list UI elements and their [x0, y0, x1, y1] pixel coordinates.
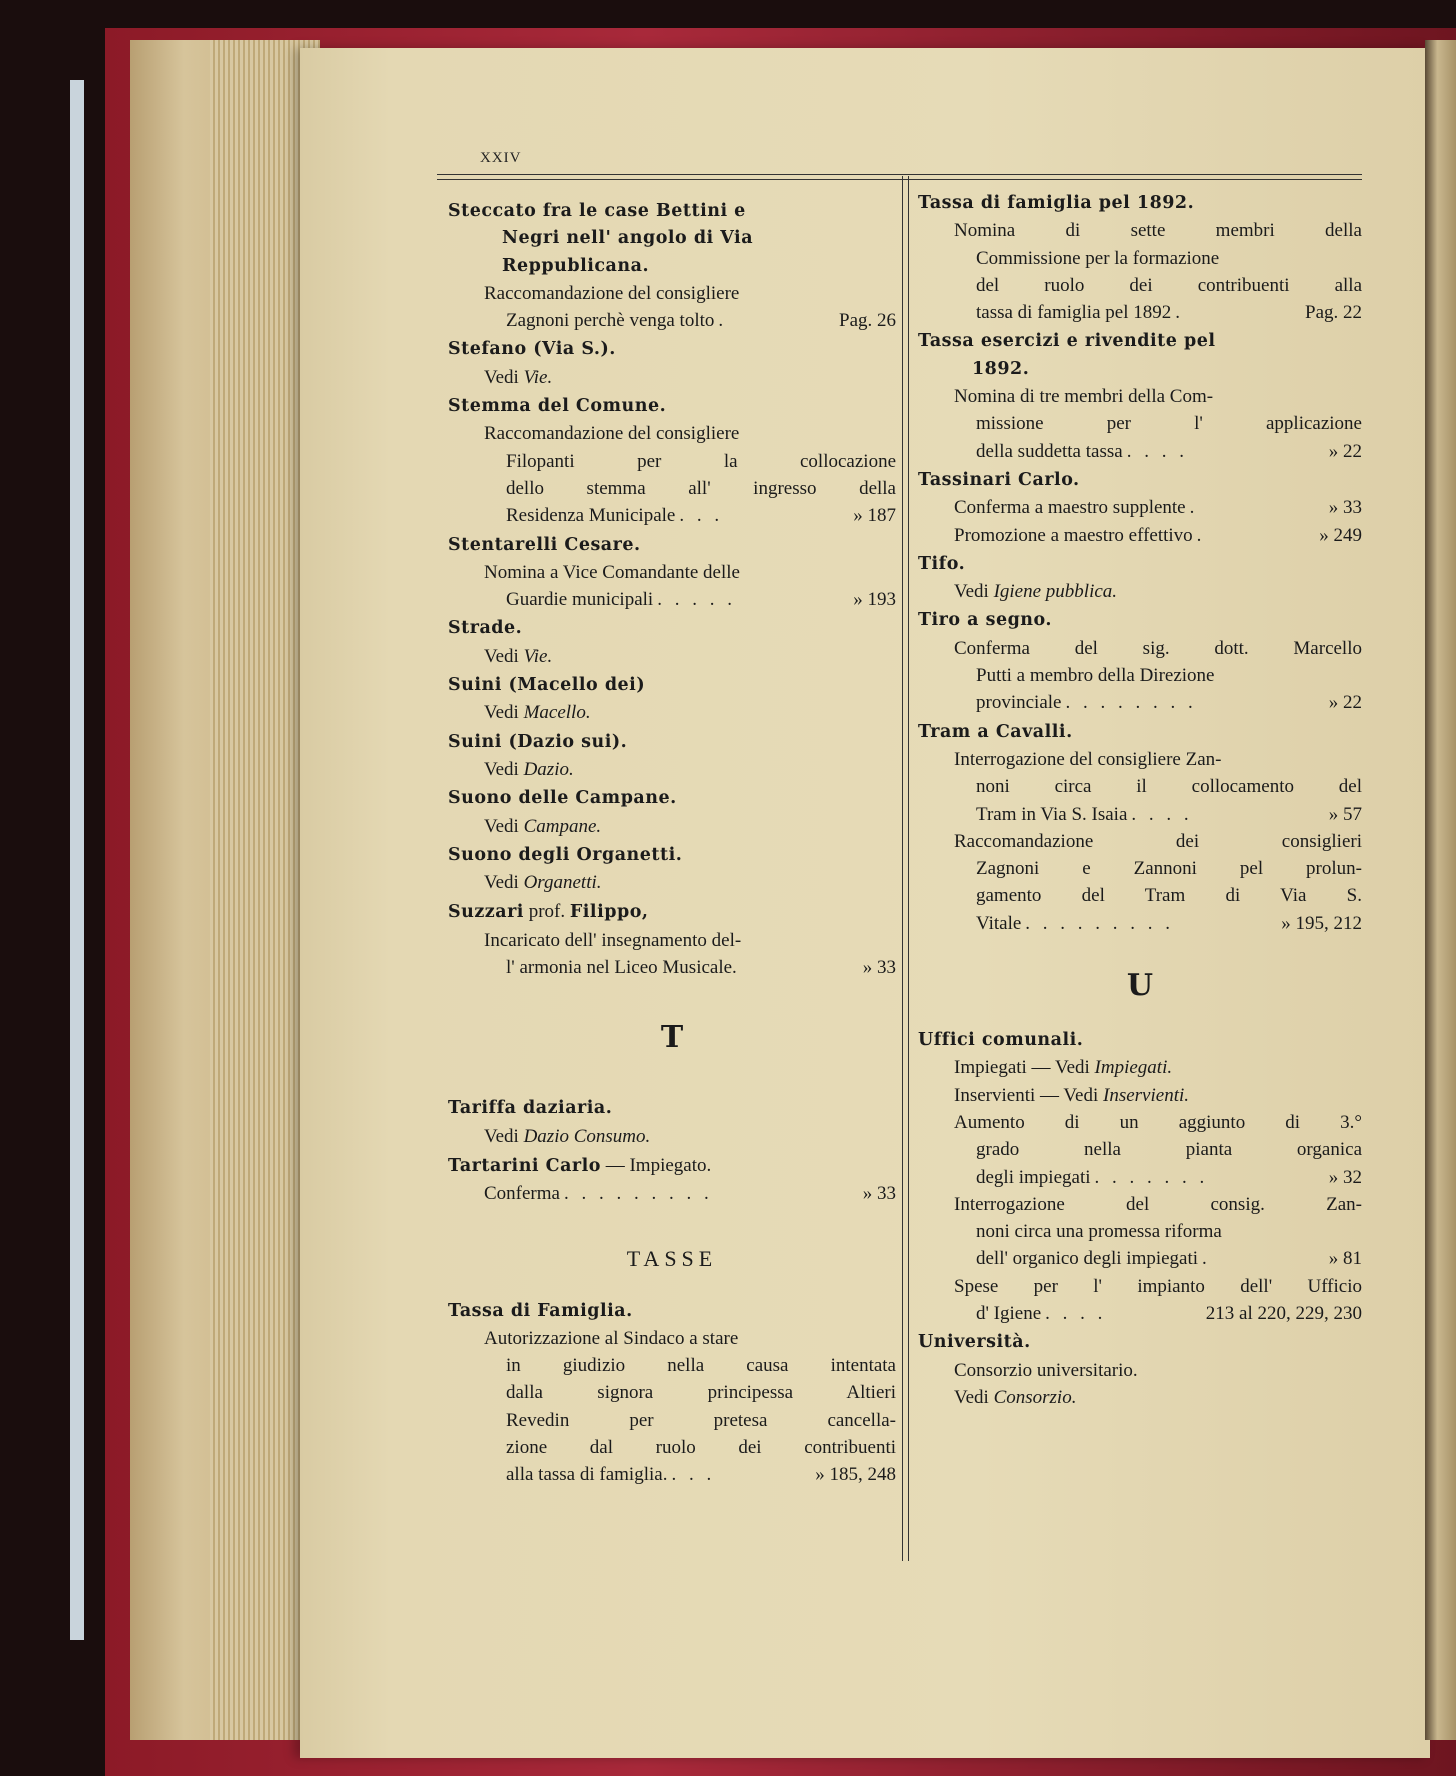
entry-heading-text: Tartarini Carlo	[448, 1155, 601, 1176]
entry-heading-text: Suini (Dazio sui).	[448, 731, 628, 752]
entry-line-text: Conferma del sig. dott. Marcello	[954, 637, 1362, 659]
entry-heading-text: Tram a Cavalli.	[918, 721, 1073, 742]
entry-line	[918, 1357, 1362, 1384]
entry-line-text: Guardie municipali	[506, 589, 654, 611]
entry-heading-text: Tifo.	[918, 553, 966, 574]
entry-line-text: Consorzio universitario.	[954, 1359, 1138, 1381]
entry-line-text: Vedi	[954, 581, 989, 603]
entry-line	[448, 420, 896, 447]
entry-heading-text: Suzzari	[448, 902, 524, 923]
header-rule	[437, 174, 1362, 175]
cross-reference: Dazio Consumo.	[523, 1125, 651, 1147]
page-reference: » 22	[1328, 440, 1362, 462]
entry-line	[918, 438, 1362, 465]
column-divider	[902, 176, 903, 1561]
page-reference: » 33	[862, 1183, 896, 1205]
entry-line	[918, 1082, 1362, 1109]
page-reference: » 81	[1328, 1248, 1362, 1270]
entry-line	[918, 383, 1362, 410]
entry-line	[918, 746, 1362, 773]
entry-line-text: Commissione per la formazione	[976, 247, 1220, 269]
entry-line	[448, 448, 896, 475]
entry-heading-tail: Filippo,	[569, 902, 649, 923]
entry-line	[918, 910, 1362, 937]
entry-heading-text: Steccato fra le case Bettini e	[448, 201, 746, 221]
entry-heading-text: Stentarelli Cesare.	[448, 534, 641, 555]
entry-heading	[918, 719, 1362, 746]
page-reference: » 187	[853, 505, 896, 527]
entry-heading-text: Stemma del Comune.	[448, 396, 667, 417]
entry-line-text: della suddetta tassa	[976, 440, 1123, 462]
page-reference: » 57	[1328, 803, 1362, 825]
page-reference: » 33	[862, 957, 896, 979]
entry-line	[448, 1325, 896, 1352]
entry-heading-continuation: 1892.	[972, 358, 1030, 379]
entry-heading-text: Tassinari Carlo.	[918, 469, 1080, 490]
entry-heading	[918, 467, 1362, 494]
entry-line-text: zione dal ruolo dei contribuenti	[506, 1436, 896, 1458]
entry-line-text: Conferma a maestro supplente	[954, 497, 1186, 519]
left-column	[448, 198, 896, 1491]
entry-line	[448, 559, 896, 586]
page-reference: Pag. 26	[839, 310, 896, 332]
entry-line-text: Vitale	[976, 912, 1022, 934]
entry-line	[448, 307, 896, 334]
entry-line-text: Vedi	[954, 1386, 989, 1408]
page-reference: » 32	[1328, 1166, 1362, 1188]
index-entry	[918, 190, 1362, 326]
entry-heading-text: Tariffa daziaria.	[448, 1098, 613, 1119]
index-entry	[448, 1152, 896, 1208]
entry-line	[448, 1461, 896, 1488]
entry-heading-rest: prof.	[523, 901, 570, 923]
entry-line-text: Conferma	[484, 1183, 560, 1205]
entry-line-text: Inservienti — Vedi	[954, 1084, 1099, 1106]
entry-line-text: Autorizzazione al Sindaco a stare	[484, 1327, 739, 1349]
entry-line	[918, 1164, 1362, 1191]
entry-line	[918, 245, 1362, 272]
entry-line	[918, 662, 1362, 689]
leader-dots: . . . . .	[657, 589, 736, 611]
entry-line	[918, 494, 1362, 521]
entry-line	[448, 869, 896, 896]
entry-line-text: Nomina a Vice Comandante delle	[484, 561, 740, 583]
cross-reference: Vie.	[523, 366, 553, 388]
entry-heading-continuation: Negri nell' angolo di Via	[502, 228, 754, 249]
folio-number: XXIV	[480, 150, 522, 166]
entry-line	[918, 689, 1362, 716]
section-letter-u: U	[1126, 968, 1154, 1004]
entry-line	[448, 954, 896, 981]
entry-line-text: Raccomandazione del consigliere	[484, 282, 740, 304]
entry-line	[918, 773, 1362, 800]
leader-dots: . . . . . . . . .	[1025, 912, 1175, 934]
entry-heading-text: Tassa di famiglia pel 1892.	[918, 193, 1195, 213]
entry-line-text: missione per l' applicazione	[976, 413, 1362, 435]
entry-line	[448, 364, 896, 391]
entry-line	[448, 756, 896, 783]
entry-line-text: Nomina di sette membri della	[954, 220, 1362, 242]
index-entry	[448, 615, 896, 670]
entry-heading	[918, 190, 1362, 217]
entry-line	[918, 1218, 1362, 1245]
cross-reference: Macello.	[523, 702, 591, 724]
index-entry	[918, 467, 1362, 549]
entry-line	[448, 1434, 896, 1461]
entry-line-text: Vedi	[484, 815, 519, 837]
entry-line	[918, 1109, 1362, 1136]
entry-heading-text: Tiro a segno.	[918, 610, 1052, 631]
leader-dots: . . . . . . .	[1094, 1166, 1209, 1188]
entry-line	[918, 1245, 1362, 1272]
entry-line	[448, 1123, 896, 1150]
entry-heading	[448, 198, 896, 280]
entry-line-text: Zagnoni e Zannoni pel prolun-	[976, 858, 1362, 880]
entry-line-text: Incaricato dell' insegnamento del-	[484, 929, 742, 951]
entry-heading	[448, 729, 896, 756]
entry-line	[918, 217, 1362, 244]
index-entry	[918, 607, 1362, 716]
entry-line	[448, 927, 896, 954]
leader-dots: . . . . . . . .	[1065, 692, 1197, 714]
entry-line	[918, 1384, 1362, 1411]
index-entry	[448, 1095, 896, 1150]
cross-reference: Vie.	[523, 645, 553, 667]
index-entry	[448, 672, 896, 727]
leader-dots: . . . .	[1126, 440, 1188, 462]
page-reference: » 195, 212	[1281, 912, 1362, 934]
index-entry	[448, 785, 896, 840]
entry-heading	[448, 1298, 896, 1325]
cross-reference: Inservienti.	[1103, 1084, 1190, 1106]
entry-line-text: Vedi	[484, 366, 519, 388]
entry-heading-text: Suono degli Organetti.	[448, 844, 683, 865]
leader-dots: .	[718, 310, 728, 332]
entry-line-text: Spese per l' impianto dell' Ufficio	[954, 1275, 1362, 1297]
entry-line-text: gamento del Tram di Via S.	[976, 885, 1362, 907]
entry-line	[918, 1300, 1362, 1327]
entry-heading	[448, 393, 896, 420]
entry-line	[448, 1352, 896, 1379]
leader-dots	[737, 954, 863, 981]
page-reference: » 249	[1319, 524, 1362, 546]
entry-heading	[918, 1027, 1362, 1054]
entry-line	[918, 578, 1362, 605]
index-entry	[448, 898, 896, 981]
index-entry	[448, 729, 896, 784]
index-entry	[918, 1329, 1362, 1411]
entry-line	[918, 1136, 1362, 1163]
leader-dots: .	[1202, 1248, 1211, 1270]
entry-line	[918, 272, 1362, 299]
index-entry	[918, 719, 1362, 937]
entry-heading-continuation: Reppublicana.	[502, 255, 650, 276]
cross-reference: Dazio.	[523, 758, 574, 780]
entry-heading-rest: — Impiegato.	[600, 1154, 712, 1176]
entry-line-text: in giudizio nella causa intentata	[506, 1355, 896, 1377]
index-entry	[448, 336, 896, 391]
entry-line	[918, 855, 1362, 882]
page-reference: » 193	[853, 589, 896, 611]
entry-heading	[918, 1329, 1362, 1356]
entry-line-text: Filopanti per la collocazione	[506, 450, 896, 472]
entry-line-text: l' armonia nel Liceo Musicale.	[506, 957, 737, 979]
cross-reference: Consorzio.	[993, 1386, 1077, 1408]
entry-line	[448, 280, 896, 307]
entry-line	[918, 410, 1362, 437]
entry-heading-text: Uffici comunali.	[918, 1030, 1084, 1051]
leader-dots: .	[1175, 302, 1184, 324]
facing-page-edge	[1425, 40, 1456, 1740]
entry-heading	[448, 898, 896, 926]
entry-heading	[448, 1095, 896, 1122]
entry-line-text: Vedi	[484, 702, 519, 724]
leader-dots: . . . . . . . . .	[563, 1183, 713, 1205]
entry-line	[448, 475, 896, 502]
entry-heading	[448, 1152, 896, 1180]
entry-heading-text: Università.	[918, 1332, 1031, 1353]
cross-reference: Impiegati.	[1094, 1057, 1173, 1079]
entry-line-text: Vedi	[484, 872, 519, 894]
entry-heading	[448, 785, 896, 812]
entry-line-text: grado nella pianta organica	[976, 1139, 1362, 1161]
entry-line-text: noni circa una promessa riforma	[976, 1221, 1222, 1243]
entry-line-text: tassa di famiglia pel 1892	[976, 302, 1172, 324]
page-reference: » 33	[1328, 497, 1362, 519]
entry-line	[918, 828, 1362, 855]
entry-line	[448, 1180, 896, 1207]
entry-line-text: Vedi	[484, 758, 519, 780]
leader-dots: . . .	[671, 1464, 716, 1486]
entry-line	[918, 522, 1362, 549]
index-entry	[918, 551, 1362, 606]
index-entry	[448, 1298, 896, 1489]
entry-heading	[918, 328, 1362, 383]
entry-line-text: dell' organico degli impiegati	[976, 1248, 1199, 1270]
entry-heading	[448, 336, 896, 363]
entry-line-text: Interrogazione del consig. Zan-	[954, 1193, 1362, 1215]
entry-line	[918, 1273, 1362, 1300]
entry-line-text: Interrogazione del consigliere Zan-	[954, 748, 1222, 770]
entry-line-text: noni circa il collocamento del	[976, 776, 1362, 798]
index-entry	[448, 842, 896, 897]
entry-line-text: dalla signora principessa Altieri	[506, 1382, 896, 1404]
entry-line	[448, 643, 896, 670]
entry-line-text: Vedi	[484, 1125, 519, 1147]
entry-line-text: dello stemma all' ingresso della	[506, 477, 896, 499]
entry-line-text: Vedi	[484, 645, 519, 667]
leader-dots: .	[1196, 524, 1206, 546]
entry-heading	[918, 551, 1362, 578]
leader-dots: . . .	[679, 505, 724, 527]
index-entry	[918, 1027, 1362, 1327]
column-divider-2	[908, 176, 909, 1561]
entry-line	[448, 502, 896, 529]
entry-heading-text: Stefano (Via S.).	[448, 339, 616, 360]
entry-heading	[448, 672, 896, 699]
entry-line	[918, 1191, 1362, 1218]
entry-heading	[448, 615, 896, 642]
entry-heading-text: Tassa di Famiglia.	[448, 1300, 633, 1321]
entry-heading	[918, 607, 1362, 634]
entry-line-text: Residenza Municipale	[506, 505, 676, 527]
entry-line-text: Raccomandazione dei consiglieri	[954, 830, 1362, 852]
entry-line-text: Nomina di tre membri della Com-	[954, 386, 1214, 408]
cross-reference: Campane.	[523, 815, 602, 837]
entry-line-text: Raccomandazione del consigliere	[484, 423, 740, 445]
entry-line-text: Aumento di un aggiunto di 3.°	[954, 1111, 1362, 1133]
section-title-tasse: TASSE	[626, 1245, 718, 1271]
entry-line	[448, 1407, 896, 1434]
entry-line	[918, 801, 1362, 828]
leader-dots: . . . .	[1045, 1302, 1107, 1324]
entry-line-text: d' Igiene	[976, 1302, 1042, 1324]
entry-line-text: Impiegati — Vedi	[954, 1057, 1090, 1079]
header-rule-2	[437, 179, 1362, 180]
cross-reference: Igiene pubblica.	[993, 581, 1118, 603]
entry-line-text: Putti a membro della Direzione	[976, 665, 1215, 687]
page-reference: » 185, 248	[815, 1464, 896, 1486]
entry-line	[448, 586, 896, 613]
entry-line-text: alla tassa di famiglia.	[506, 1464, 668, 1486]
entry-line-text: Zagnoni perchè venga tolto	[506, 310, 715, 332]
section-letter-t: T	[660, 1020, 684, 1056]
entry-line-text: Revedin per pretesa cancella-	[506, 1409, 896, 1431]
entry-heading-text: Strade.	[448, 618, 523, 639]
entry-line-text: provinciale	[976, 692, 1062, 714]
entry-line	[448, 1379, 896, 1406]
index-entry	[918, 328, 1362, 464]
entry-line	[918, 299, 1362, 326]
entry-heading	[448, 532, 896, 559]
page-reference: 213 al 220, 229, 230	[1205, 1302, 1362, 1324]
page-reference: » 22	[1328, 692, 1362, 714]
entry-heading-text: Tassa esercizi e rivendite pel	[918, 331, 1216, 352]
entry-heading	[448, 842, 896, 869]
right-column	[918, 190, 1362, 1413]
entry-line	[448, 699, 896, 726]
entry-heading-text: Suono delle Campane.	[448, 788, 677, 809]
entry-line	[918, 882, 1362, 909]
index-entry	[448, 393, 896, 529]
entry-line-text: del ruolo dei contribuenti alla	[976, 274, 1362, 296]
leader-dots: . . . .	[1131, 803, 1193, 825]
entry-line	[918, 1054, 1362, 1081]
index-entry	[448, 198, 896, 334]
entry-line-text: Promozione a maestro effettivo	[954, 524, 1193, 546]
cross-reference: Organetti.	[523, 872, 602, 894]
entry-line	[448, 813, 896, 840]
page-edge	[70, 80, 84, 1640]
entry-line	[918, 635, 1362, 662]
entry-line-text: Tram in Via S. Isaia	[976, 803, 1128, 825]
entry-line-text: degli impiegati	[976, 1166, 1091, 1188]
leader-dots: .	[1189, 497, 1199, 519]
index-entry	[448, 532, 896, 614]
entry-heading-text: Suini (Macello dei)	[448, 675, 646, 696]
page-reference: Pag. 22	[1305, 302, 1362, 324]
